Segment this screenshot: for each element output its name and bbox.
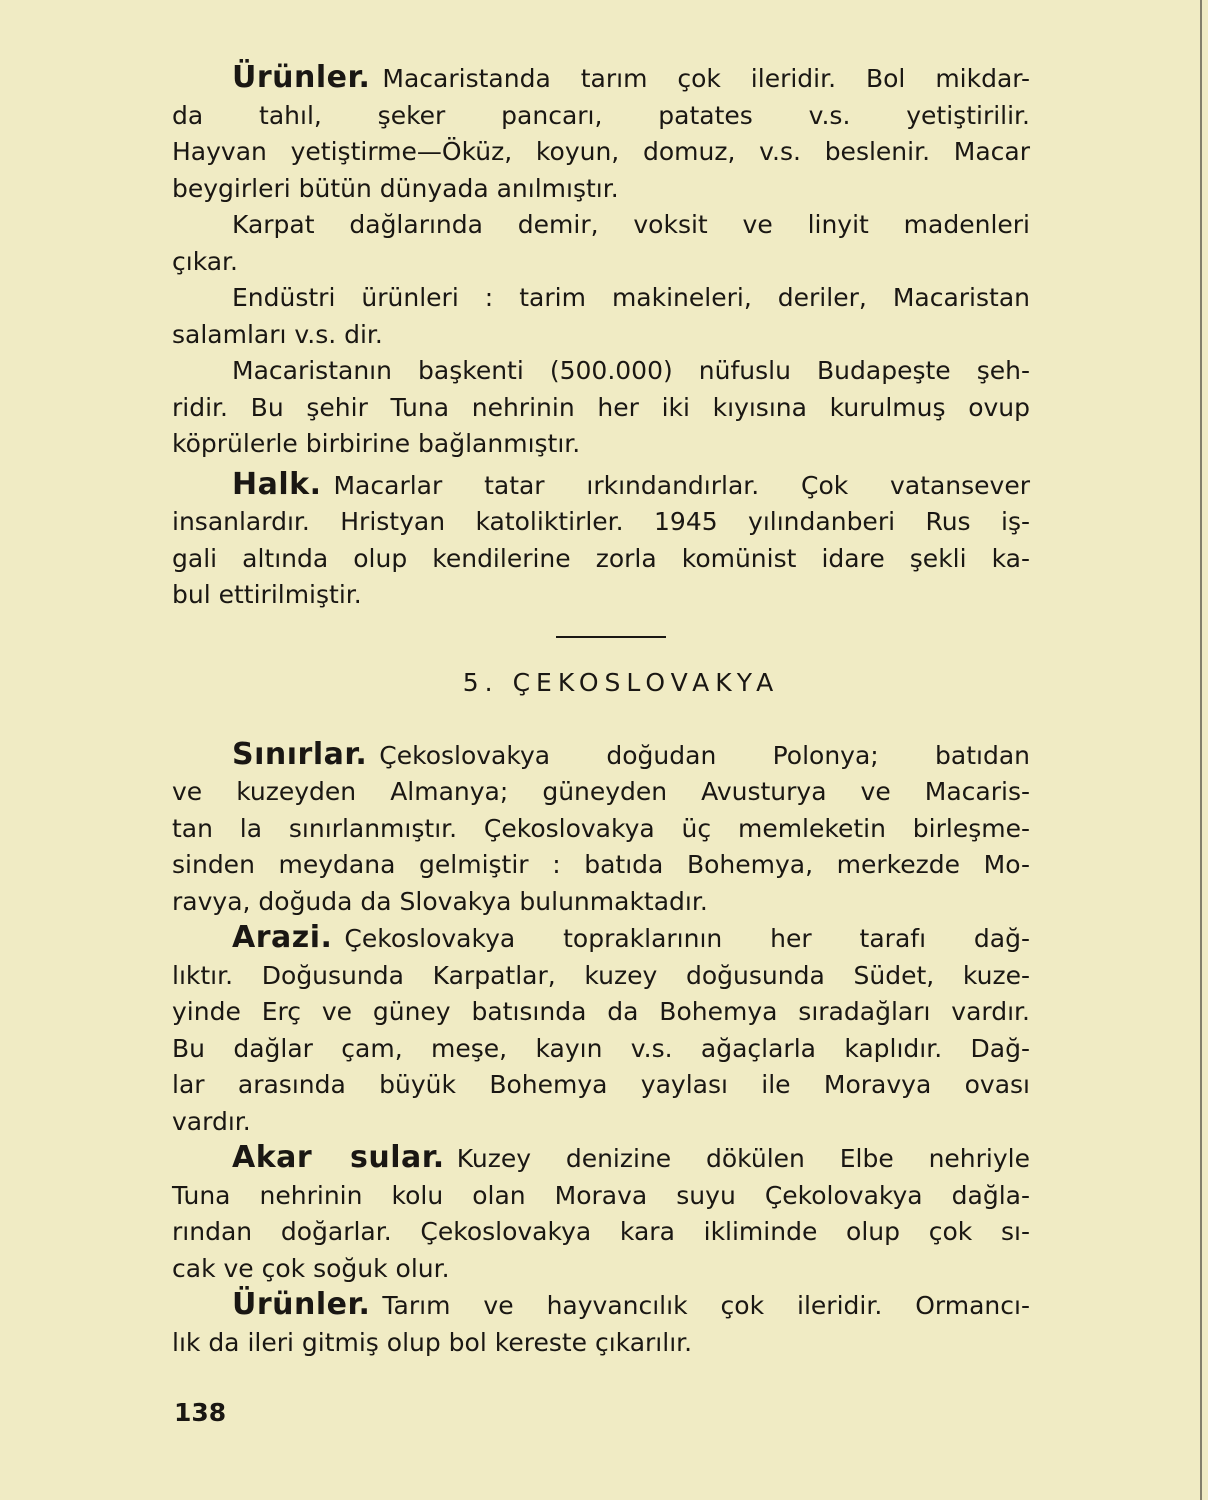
text-line: vardır. xyxy=(172,1106,251,1136)
page-number: 138 xyxy=(174,1398,227,1427)
section-heading: Halk. xyxy=(232,466,322,502)
text-line: cak ve çok soğuk olur. xyxy=(172,1253,450,1283)
text-line: Tuna nehrinin kolu olan Morava suyu Çekolovakya dağla- xyxy=(172,1180,1030,1210)
text-line: Macaristanın başkenti (500.000) nüfuslu Budapeşte şeh- xyxy=(232,356,1030,385)
section-heading: Arazi. xyxy=(232,920,333,955)
text-line: insanlardır. Hristyan katoliktirler. 1945 yılındanberi Rus iş- xyxy=(172,507,1030,536)
text-line: Sınırlar. Çekoslovakya doğudan Polonya; batıdan xyxy=(232,736,1030,772)
chapter-title: 5. ÇEKOSLOVAKYA xyxy=(462,667,780,697)
text-line: köprülerle birbirine bağlanmıştır. xyxy=(172,429,581,458)
text-line: Halk. Macarlar tatar ırkındandırlar. Çok vatansever xyxy=(232,466,1030,502)
text-line: çıkar. xyxy=(172,246,238,276)
text-line: gali altında olup kendilerine zorla komünist idare şekli ka- xyxy=(172,543,1030,573)
text-line: Hayvan yetiştirme—Öküz, koyun, domuz, v.s. beslenir. Macar xyxy=(172,137,1030,166)
text-line: lıktır. Doğusunda Karpatlar, kuzey doğusunda Südet, kuze- xyxy=(172,960,1030,990)
text-line: Endüstri ürünleri : tarim makineleri, deriler, Macaristan xyxy=(232,283,1030,312)
text-line: Ürünler. Tarım ve hayvancılık çok ileridir. Ormancı- xyxy=(232,1287,1030,1322)
text-line: da tahıl, şeker pancarı, patates v.s. yetiştirilir. xyxy=(172,100,1030,130)
section-divider xyxy=(556,636,666,638)
section-heading: Akar sular. xyxy=(232,1140,445,1175)
page-edge xyxy=(1200,0,1202,1500)
text-line: lık da ileri gitmiş olup bol kereste çıkarılır. xyxy=(172,1327,693,1357)
text-line: beygirleri bütün dünyada anılmıştır. xyxy=(172,173,619,203)
page-body xyxy=(172,60,1030,1361)
text-line: sinden meydana gelmiştir : batıda Bohemya, merkezde Mo- xyxy=(172,850,1030,879)
text-line: ridir. Bu şehir Tuna nehrinin her iki kıyısına kurulmuş ovup xyxy=(172,392,1030,422)
paragraph-sinirlar xyxy=(172,737,1030,921)
text-line: yinde Erç ve güney batısında da Bohemya sıradağları vardır. xyxy=(172,997,1030,1026)
paragraph-arazi xyxy=(172,920,1030,1140)
paragraph-akar-sular xyxy=(172,1140,1030,1287)
text-line: Ürünler. Macaristanda tarım çok ileridir. Bol mikdar- xyxy=(232,60,1030,95)
text-line: Bu dağlar çam, meşe, kayın v.s. ağaçlarla kaplıdır. Dağ- xyxy=(172,1033,1030,1063)
text-line: salamları v.s. dir. xyxy=(172,319,383,349)
text-line: Arazi. Çekoslovakya topraklarının her tarafı dağ- xyxy=(232,920,1030,955)
text-line: rından doğarlar. Çekoslovakya kara ikliminde olup çok sı- xyxy=(172,1217,1030,1246)
section-heading: Ürünler. xyxy=(232,1287,371,1322)
text-line: ravya, doğuda da Slovakya bulunmaktadır. xyxy=(172,886,708,916)
text-line: tan la sınırlanmıştır. Çekoslovakya üç memleketin birleşme- xyxy=(172,813,1030,843)
section-heading: Ürünler. xyxy=(232,60,371,95)
text-line: Karpat dağlarında demir, voksit ve linyit madenleri xyxy=(232,210,1030,239)
text-line: lar arasında büyük Bohemya yaylası ile Moravya ovası xyxy=(172,1070,1030,1099)
text-line: Akar sular. Kuzey denizine dökülen Elbe nehriyle xyxy=(232,1140,1030,1175)
text-line: ve kuzeyden Almanya; güneyden Avusturya ve Macaris- xyxy=(172,777,1030,806)
paragraph-halk xyxy=(172,467,1030,614)
text-line: bul ettirilmiştir. xyxy=(172,580,362,609)
section-heading: Sınırlar. xyxy=(232,736,368,772)
paragraph-urunler-cekoslovakya xyxy=(172,1287,1030,1361)
paragraph-urunler-macaristan xyxy=(172,60,1030,463)
